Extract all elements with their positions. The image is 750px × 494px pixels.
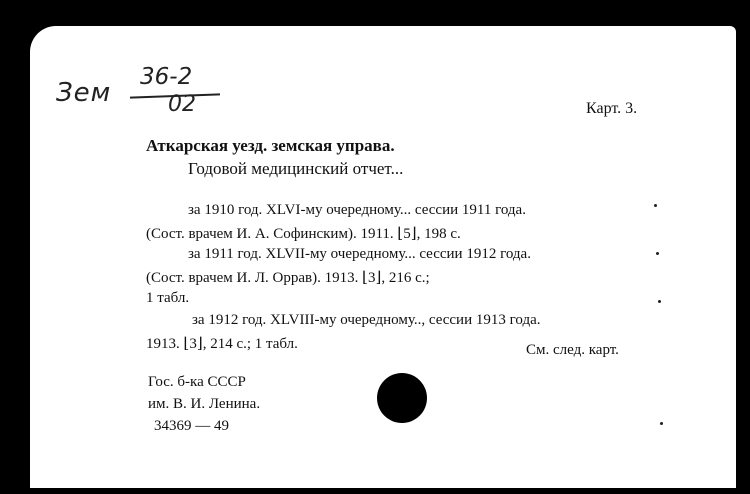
entry-line: за 1911 год. XLVII-му очередному... сессии 1912 года.: [188, 246, 531, 262]
card-subtitle: Годовой медицинский отчет...: [188, 159, 404, 178]
shelfmark-prefix: Зем: [56, 78, 112, 108]
margin-mark: [660, 422, 663, 425]
punch-hole: [377, 373, 427, 423]
see-next-card: См. след. карт.: [526, 342, 619, 358]
card-number: Карт. 3.: [586, 100, 638, 117]
library-line: им. В. И. Ленина.: [148, 396, 261, 412]
library-line: Гос. б-ка СССР: [148, 374, 246, 390]
catalog-card: [30, 26, 736, 488]
library-line: 34369 — 49: [154, 418, 229, 434]
margin-mark: [656, 252, 659, 255]
card-heading: Аткарская уезд. земская управа.: [146, 136, 395, 155]
entry-line: (Сост. врачем И. А. Софинским). 1911. ⌊5⌋, 198 с.: [146, 226, 461, 242]
margin-mark: [654, 204, 657, 207]
entry-line: 1913. ⌊3⌋, 214 с.; 1 табл.: [146, 336, 298, 352]
shelfmark-denominator: 02: [168, 92, 196, 117]
entry-line: 1 табл.: [146, 290, 190, 306]
entry-line: за 1912 год. XLVIII-му очередному.., сессии 1913 года.: [192, 312, 541, 328]
entry-line: (Сост. врачем И. Л. Оррав). 1913. ⌊3⌋, 216 с.;: [146, 270, 430, 286]
entry-line: за 1910 год. XLVI-му очередному... сессии 1911 года.: [188, 202, 526, 218]
shelfmark-numerator: 36-2: [140, 64, 193, 90]
margin-mark: [658, 300, 661, 303]
